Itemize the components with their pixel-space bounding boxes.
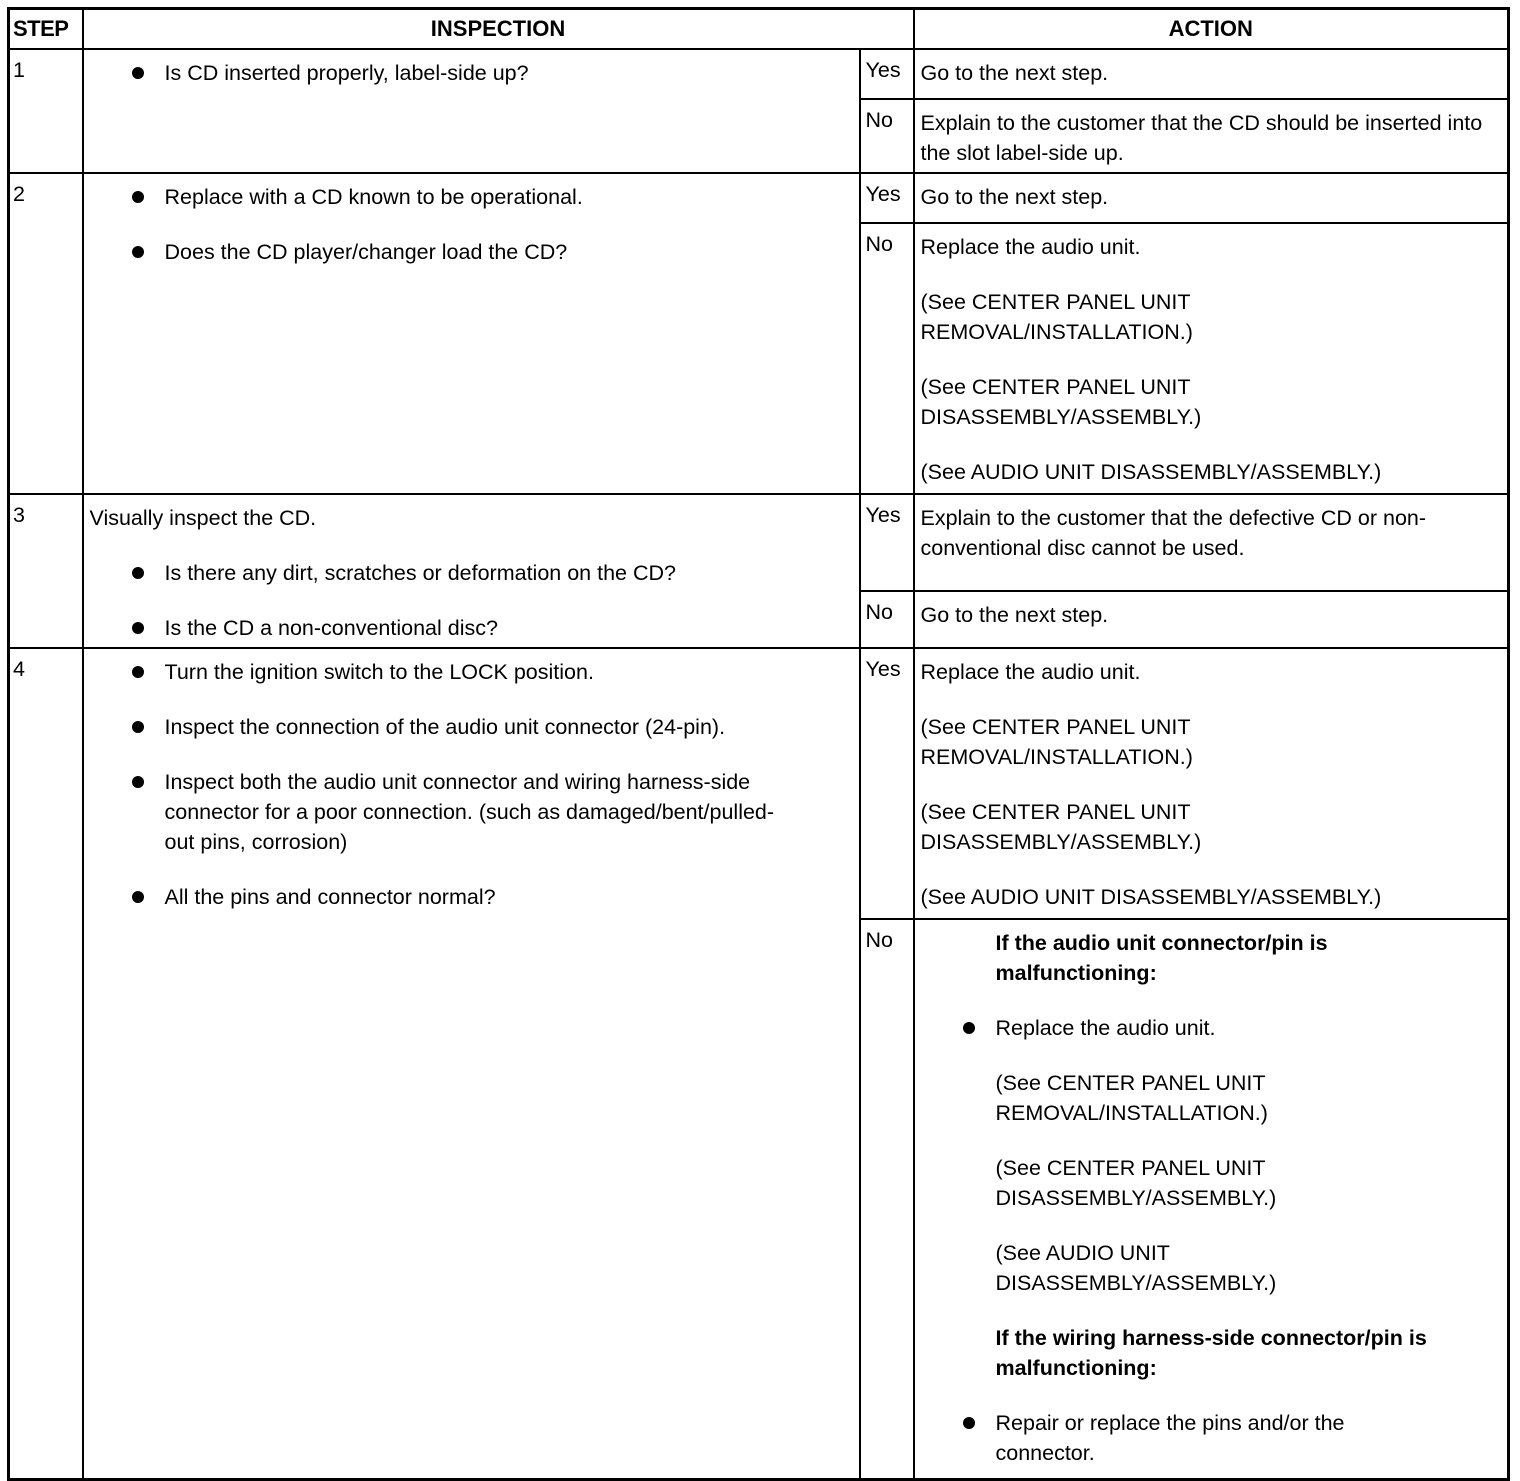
no-action: Go to the next step. xyxy=(914,591,1509,648)
action-bullet: Replace the audio unit. xyxy=(921,1013,1488,1043)
inspection-bullet: All the pins and connector normal? xyxy=(90,882,855,912)
step-header: STEP xyxy=(9,9,83,50)
troubleshooting-table xyxy=(7,7,1510,1481)
inspection-cell xyxy=(83,648,860,1480)
step-number: 3 xyxy=(9,494,83,648)
yes-label: Yes xyxy=(860,49,914,99)
inspection-bullet: Replace with a CD known to be operational. xyxy=(90,182,855,212)
reference-text: (See AUDIO UNIT DISASSEMBLY/ASSEMBLY.) xyxy=(995,1241,1277,1295)
yes-label: Yes xyxy=(860,494,914,591)
step-number: 1 xyxy=(9,49,83,173)
yes-action: Go to the next step. xyxy=(914,49,1509,99)
no-label: No xyxy=(860,99,914,173)
table-row xyxy=(9,494,1509,591)
table-row xyxy=(9,648,1509,919)
no-action: Explain to the customer that the CD should be inserted into the slot label-side up. xyxy=(914,99,1509,173)
inspection-bullet: Inspect both the audio unit connector and wiring harness-side connector for a poor connection. (such as damaged/bent/pulled-out pins, corrosion) xyxy=(90,767,855,857)
no-label: No xyxy=(860,591,914,648)
table-row xyxy=(9,173,1509,223)
no-action: Replace the audio unit. (See CENTER PANEL UNIT REMOVAL/INSTALLATION.) (See CENTER PANEL UNIT DISASSEMBLY/ASSEMBLY.) (See AUDIO UNIT DISASSEMBLY/ASSEMBLY.) xyxy=(914,223,1509,494)
no-label: No xyxy=(860,223,914,494)
reference-text: (See CENTER PANEL UNIT REMOVAL/INSTALLATION.) xyxy=(995,1071,1268,1125)
inspection-bullet: Is the CD a non-conventional disc? xyxy=(90,613,855,643)
inspection-bullet: Is there any dirt, scratches or deformation on the CD? xyxy=(90,558,855,588)
reference-text: (See CENTER PANEL UNIT DISASSEMBLY/ASSEMBLY.) xyxy=(995,1156,1277,1210)
yes-label: Yes xyxy=(860,173,914,223)
condition-heading: If the audio unit connector/pin is malfunctioning: xyxy=(995,931,1328,985)
action-header: ACTION xyxy=(914,9,1509,50)
step-number: 4 xyxy=(9,648,83,1480)
yes-label: Yes xyxy=(860,648,914,919)
condition-heading: If the wiring harness-side connector/pin is malfunctioning: xyxy=(995,1326,1427,1380)
yes-action: Replace the audio unit. (See CENTER PANEL UNIT REMOVAL/INSTALLATION.) (See CENTER PANEL UNIT DISASSEMBLY/ASSEMBLY.) (See AUDIO UNIT DISASSEMBLY/ASSEMBLY.) xyxy=(914,648,1509,919)
header-row xyxy=(9,9,1509,50)
action-bullet: Repair or replace the pins and/or the connector. xyxy=(921,1408,1488,1468)
inspection-cell xyxy=(83,494,860,648)
no-label: No xyxy=(860,919,914,1480)
inspection-bullet: Does the CD player/changer load the CD? xyxy=(90,237,855,267)
inspection-bullet: Is CD inserted properly, label-side up? xyxy=(90,58,855,88)
inspection-header: INSPECTION xyxy=(83,9,914,50)
inspection-bullet: Turn the ignition switch to the LOCK position. xyxy=(90,657,855,687)
inspection-cell xyxy=(83,49,860,173)
inspection-intro: Visually inspect the CD. xyxy=(89,506,317,530)
yes-action: Explain to the customer that the defective CD or non-conventional disc cannot be used. xyxy=(914,494,1509,591)
inspection-bullet: Inspect the connection of the audio unit connector (24-pin). xyxy=(90,712,855,742)
yes-action: Go to the next step. xyxy=(914,173,1509,223)
no-action xyxy=(914,919,1509,1480)
inspection-cell xyxy=(83,173,860,494)
table-row xyxy=(9,49,1509,99)
step-number: 2 xyxy=(9,173,83,494)
